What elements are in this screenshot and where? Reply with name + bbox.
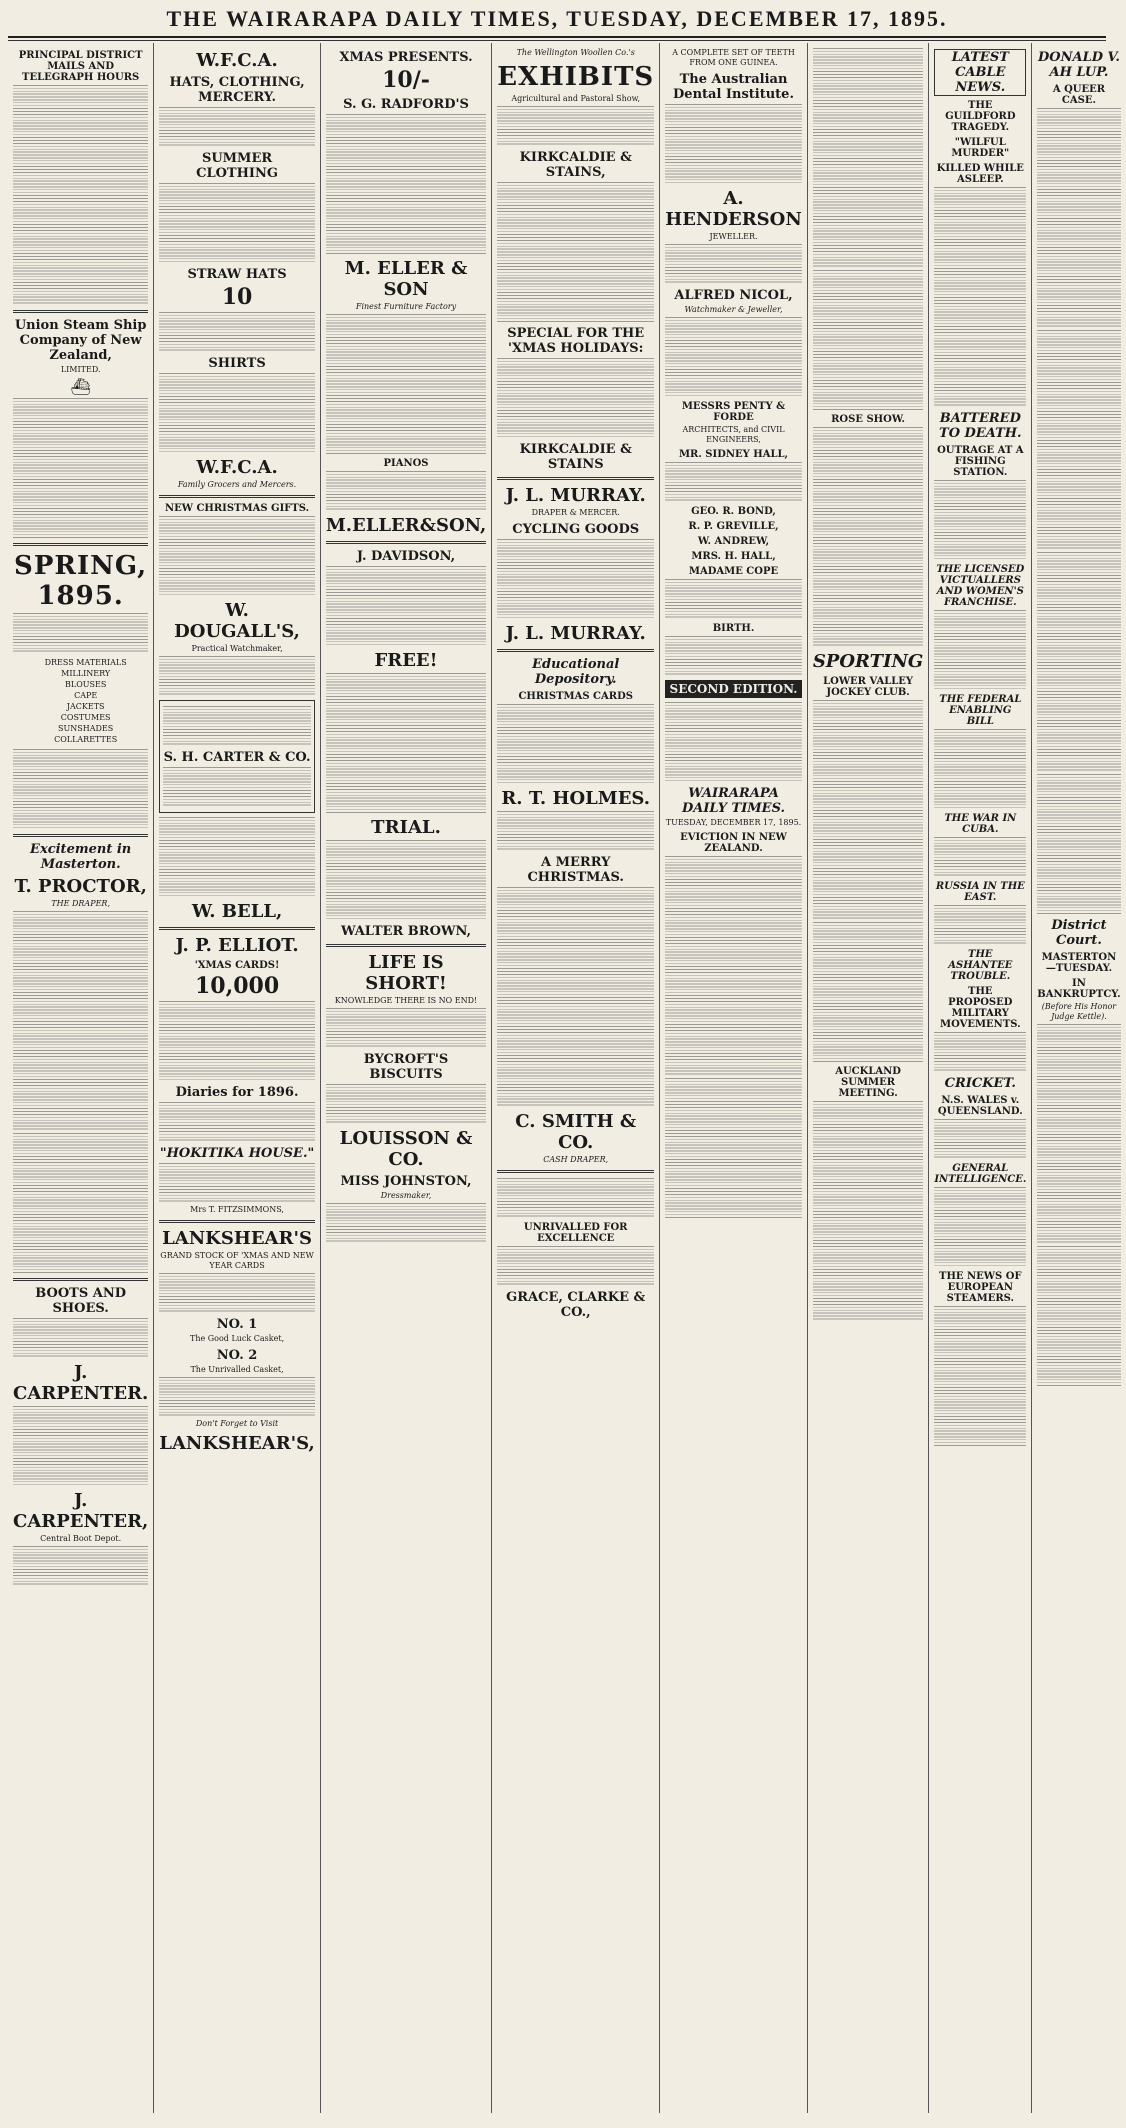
cricket-heading: CRICKET.	[944, 1076, 1016, 1091]
nsw-text	[934, 1119, 1026, 1159]
louisson-heading: LOUISSON & CO.	[339, 1128, 473, 1170]
general-text	[934, 1187, 1026, 1267]
wfca-heading-2: W.F.C.A.	[196, 457, 278, 478]
proposed-text	[934, 1032, 1026, 1072]
cycling-heading: CYCLING GOODS	[512, 522, 640, 537]
davidson-heading: J. DAVIDSON,	[356, 549, 456, 564]
carter-box	[159, 700, 315, 813]
proctor-heading: T. PROCTOR,	[14, 876, 147, 897]
carter-text-2	[163, 767, 311, 807]
cash-line: CASH DRAPER,	[543, 1155, 609, 1164]
guildford-heading: THE GUILDFORD TRAGEDY.	[945, 100, 1016, 133]
times-nameplate: WAIRARAPA DAILY TIMES.	[681, 786, 786, 816]
bankruptcy-heading: IN BANKRUPTCY.	[1037, 978, 1121, 1000]
ten-shilling: 10/-	[382, 67, 430, 93]
family-line: Family Grocers and Mercers.	[177, 480, 297, 489]
district-heading: District Court.	[1051, 918, 1107, 948]
col6-article-2	[813, 270, 924, 410]
victuallers-heading: THE LICENSED VICTUALLERS AND WOMEN'S FRANCHISE.	[936, 564, 1025, 608]
proctor-sub: THE DRAPER,	[51, 899, 110, 908]
eviction-heading: EVICTION IN NEW ZEALAND.	[680, 832, 787, 854]
judge-line: (Before His Honor Judge Kettle).	[1041, 1002, 1117, 1021]
johnston-text	[326, 1203, 486, 1243]
birth-heading: BIRTH.	[712, 623, 755, 634]
summer-heading: SUMMER CLOTHING	[196, 151, 278, 181]
mails-heading: PRINCIPAL DISTRICT MAILS AND TELEGRAPH HOURS	[18, 50, 143, 83]
summer-text	[159, 183, 315, 263]
lup-text-3	[1037, 552, 1120, 772]
columns	[8, 43, 1121, 2113]
straw-heading: STRAW HATS	[187, 267, 287, 282]
tenk-figure: 10,000	[194, 973, 280, 999]
exhibits-heading: EXHIBITS	[497, 62, 655, 92]
steamers-text	[934, 1306, 1026, 1446]
lup-text-4	[1037, 774, 1120, 914]
outrage-heading: OUTRAGE AT A FISHING STATION.	[937, 445, 1024, 478]
outrage-text	[934, 480, 1026, 560]
battered-heading: BATTERED TO DEATH.	[939, 411, 1022, 441]
davidson-text	[326, 566, 486, 646]
birth-text	[665, 636, 802, 676]
rose-heading: ROSE SHOW.	[831, 414, 905, 425]
masthead	[8, 6, 1106, 38]
boots-text	[13, 1318, 148, 1358]
federal-heading: THE FEDERAL ENABLING BILL	[939, 694, 1022, 727]
shirts-heading: SHIRTS	[208, 356, 266, 371]
bell-heading: W. BELL,	[191, 901, 283, 922]
architects-line: ARCHITECTS, and CIVIL ENGINEERS,	[682, 425, 785, 444]
carpenter-heading: J. CARPENTER.	[13, 1362, 149, 1404]
grace-heading: GRACE, CLARKE & CO.,	[506, 1290, 646, 1320]
nicol-heading: ALFRED NICOL,	[674, 288, 793, 303]
spring-heading: SPRING, 1895.	[14, 551, 148, 611]
lower-valley-text	[813, 700, 924, 920]
divider	[159, 495, 315, 498]
column-7	[929, 43, 1032, 2113]
union-sub: LIMITED.	[60, 365, 101, 374]
woollen-line: The Wellington Woollen Co.'s	[516, 48, 635, 57]
holmes-heading: R. T. HOLMES.	[501, 788, 651, 809]
eviction-text	[665, 856, 802, 1076]
list-item: JACKETS	[66, 702, 105, 711]
eviction-text-2	[665, 1078, 802, 1218]
sidney-text	[665, 462, 802, 502]
divider	[326, 541, 486, 544]
andrew-heading: W. ANDREW,	[697, 536, 770, 547]
cuba-text	[934, 837, 1026, 877]
clothing-text	[159, 817, 315, 897]
nicol-text	[665, 317, 802, 397]
machines-text	[497, 1178, 654, 1218]
killed-heading: KILLED WHILE ASLEEP.	[936, 163, 1024, 185]
hats-heading: HATS, CLOTHING, MERCERY.	[169, 75, 305, 105]
russia-heading: RUSSIA IN THE EAST.	[935, 881, 1025, 903]
spring-footer-text	[13, 749, 148, 829]
depot-text	[13, 1546, 148, 1586]
list-item: BLOUSES	[65, 680, 107, 689]
divider	[13, 834, 148, 837]
smith-heading: C. SMITH & CO.	[515, 1111, 637, 1153]
column-6	[808, 43, 930, 2113]
carpenter-heading-2: J. CARPENTER,	[13, 1490, 149, 1532]
cope-heading: MADAME COPE	[688, 566, 779, 577]
lower-valley-heading: LOWER VALLEY JOCKEY CLUB.	[823, 676, 914, 698]
bond-heading: GEO. R. BOND,	[691, 506, 776, 517]
nicol-sub: Watchmaker & Jeweller,	[684, 305, 783, 314]
life-heading: LIFE IS SHORT!	[365, 952, 447, 994]
victuallers-text	[934, 610, 1026, 690]
radford-heading: S. G. RADFORD'S	[343, 97, 469, 112]
eller-text	[326, 314, 486, 454]
walter-heading: WALTER BROWN,	[340, 924, 472, 939]
cable-heading: LATEST CABLE NEWS.	[934, 49, 1026, 96]
carter-heading: S. H. CARTER & CO.	[163, 750, 311, 765]
unrivalled-heading: UNRIVALLED FOR EXCELLENCE	[523, 1222, 628, 1244]
lup-text-2	[1037, 330, 1120, 550]
kirkcaldie-text	[497, 182, 654, 322]
wilful-heading: "WILFUL MURDER"	[951, 137, 1010, 159]
dressmaker-line: Dressmaker,	[380, 1191, 432, 1200]
mails-text	[13, 85, 148, 305]
boots-heading: BOOTS AND SHOES.	[35, 1286, 126, 1316]
merry-heading: A MERRY CHRISTMAS.	[527, 855, 624, 885]
lower-valley-text-2	[813, 922, 924, 1062]
exhibits-text	[497, 106, 654, 146]
cope-text	[665, 579, 802, 619]
trial-heading: TRIAL.	[371, 817, 441, 838]
divider	[497, 649, 654, 652]
trial-text	[326, 840, 486, 920]
dental-text	[665, 104, 802, 184]
no2-label: NO. 2	[216, 1348, 258, 1363]
murray-heading: J. L. MURRAY.	[505, 485, 646, 506]
diaries-heading: Diaries for 1896.	[175, 1085, 299, 1100]
divider	[159, 1220, 315, 1223]
bankruptcy-text	[1037, 1024, 1120, 1244]
sporting-heading: SPORTING	[812, 651, 924, 672]
list-item: COSTUMES	[60, 713, 111, 722]
divider	[497, 1170, 654, 1173]
diaries-text	[159, 1102, 315, 1142]
spring-text	[13, 613, 148, 653]
second-edition-text	[665, 702, 802, 782]
masterton-heading: MASTERTON—TUESDAY.	[1041, 952, 1117, 974]
list-item: DRESS MATERIALS	[44, 658, 127, 667]
auckland-text	[813, 1101, 924, 1321]
free-heading: FREE!	[374, 650, 438, 671]
ashantee-heading: THE ASHANTEE TROUBLE.	[948, 949, 1013, 982]
newspaper-title: THE WAIRARAPA DAILY TIMES, TUESDAY, DECEMBER 17, 1895.	[166, 6, 948, 31]
xmas-presents-heading: XMAS PRESENTS.	[339, 50, 473, 65]
no1-text: The Good Luck Casket,	[189, 1334, 285, 1343]
no1-label: NO. 1	[216, 1317, 258, 1332]
auckland-heading: AUCKLAND SUMMER MEETING.	[835, 1066, 901, 1099]
dental-heading: The Australian Dental Institute.	[673, 72, 794, 102]
lankshear-text	[159, 1273, 315, 1313]
hall-heading: MRS. H. HALL,	[691, 551, 776, 562]
lankshear-sub: GRAND STOCK OF 'XMAS AND NEW YEAR CARDS	[160, 1251, 314, 1270]
list-item: MILLINERY	[61, 669, 111, 678]
wfca-heading: W.F.C.A.	[196, 50, 278, 71]
unrivalled-text	[497, 1246, 654, 1286]
hats-text	[159, 107, 315, 147]
gifts-text	[159, 516, 315, 596]
lup-heading: DONALD V. AH LUP.	[1038, 50, 1120, 80]
finest-line: Finest Furniture Factory	[355, 302, 457, 311]
shirts-text	[159, 373, 315, 453]
forget-line: Don't Forget to Visit	[195, 1419, 279, 1428]
masthead-rule	[8, 40, 1106, 41]
pianos-heading: PIANOS	[383, 458, 429, 469]
dougall-text	[159, 656, 315, 696]
holidays-text	[497, 358, 654, 438]
life-text	[326, 1008, 486, 1048]
list-item: CAPE	[74, 691, 98, 700]
bycroft-text	[326, 1084, 486, 1124]
divider	[159, 927, 315, 930]
elliot-heading: J. P. ELLIOT.	[175, 935, 299, 956]
union-text	[13, 398, 148, 538]
no2-text: The Unrivalled Casket,	[190, 1365, 284, 1374]
henderson-text	[665, 244, 802, 284]
depot-line: Central Boot Depot.	[40, 1534, 122, 1543]
divider	[497, 477, 654, 480]
cards-text	[497, 704, 654, 784]
pianos-text	[326, 471, 486, 511]
knowledge-line: KNOWLEDGE THERE IS NO END!	[334, 996, 478, 1005]
union-heading: Union Steam Ship Company of New Zealand,	[14, 318, 147, 363]
educational-heading: Educational Depository.	[532, 657, 620, 687]
proctor-text	[13, 911, 148, 1131]
radford-text	[326, 114, 486, 254]
show-line: Agricultural and Pastoral Show,	[511, 94, 641, 103]
times-date: TUESDAY, DECEMBER 17, 1895.	[665, 818, 802, 827]
spring-list	[23, 657, 148, 745]
cards-heading: CHRISTMAS CARDS	[518, 691, 633, 702]
fitzsimmons-line: Mrs T. FITZSIMMONS,	[190, 1205, 284, 1214]
lankshear-heading: LANKSHEAR'S	[162, 1228, 312, 1249]
bycroft-heading: BYCROFT'S BISCUITS	[363, 1052, 449, 1082]
russia-text	[934, 905, 1026, 945]
second-edition-banner: SECOND EDITION.	[665, 680, 802, 698]
penty-heading: MESSRS PENTY & FORDE	[681, 401, 786, 423]
free-text	[326, 673, 486, 813]
lankshear-text-2	[159, 1377, 315, 1417]
straw-text	[159, 312, 315, 352]
lup-text	[1037, 108, 1120, 328]
divider	[13, 310, 148, 313]
cycling-text	[497, 539, 654, 619]
hokitika-heading: "HOKITIKA HOUSE."	[159, 1146, 315, 1161]
murray-sub: DRAPER & MERCER.	[531, 508, 620, 517]
bankruptcy-text-2	[1037, 1246, 1120, 1386]
divider	[13, 543, 148, 546]
rose-text	[813, 427, 924, 647]
column-3	[321, 43, 492, 2113]
excitement-heading: Excitement in Masterton.	[30, 842, 132, 872]
kirkcaldie-heading: KIRKCALDIE & STAINS,	[519, 150, 632, 180]
greville-heading: R. P. GREVILLE,	[688, 521, 779, 532]
proctor-text-2	[13, 1133, 148, 1273]
cards-heading: 'XMAS CARDS!	[194, 960, 280, 971]
federal-text	[934, 729, 1026, 809]
proposed-heading: THE PROPOSED MILITARY MOVEMENTS.	[940, 986, 1021, 1030]
steamers-heading: THE NEWS OF EUROPEAN STEAMERS.	[939, 1271, 1022, 1304]
carter-text	[163, 706, 311, 746]
merry-poem	[497, 887, 654, 1107]
henderson-sub: JEWELLER.	[709, 232, 758, 241]
cuba-heading: THE WAR IN CUBA.	[944, 813, 1017, 835]
henderson-heading: A. HENDERSON	[665, 188, 802, 230]
carpenter-text	[13, 1406, 148, 1486]
column-8	[1032, 43, 1125, 2113]
teeth-line: A COMPLETE SET OF TEETH FROM ONE GUINEA.	[672, 48, 795, 67]
divider	[326, 944, 486, 947]
column-4	[492, 43, 660, 2113]
col6-article	[813, 48, 924, 268]
column-1	[8, 43, 154, 2113]
lankshear-footer: LANKSHEAR'S,	[159, 1433, 315, 1454]
christmas-gifts-heading: NEW CHRISTMAS GIFTS.	[164, 503, 310, 514]
queer-heading: A QUEER CASE.	[1052, 84, 1106, 106]
general-heading: GENERAL INTELLIGENCE.	[934, 1163, 1027, 1185]
eller-heading-2: M.ELLER&SON,	[325, 515, 487, 536]
divider	[13, 1278, 148, 1281]
dougall-sub: Practical Watchmaker,	[191, 644, 283, 653]
johnston-heading: MISS JOHNSTON,	[340, 1174, 472, 1189]
straw-price: 10	[221, 284, 253, 310]
holmes-text	[497, 811, 654, 851]
list-item: SUNSHADES	[58, 724, 114, 733]
hokitika-text	[159, 1163, 315, 1203]
column-2	[154, 43, 321, 2113]
elliot-text	[159, 1001, 315, 1081]
guildford-text	[934, 187, 1026, 407]
list-item: COLLARETTES	[54, 735, 118, 744]
kirkcaldie-heading-2: KIRKCALDIE & STAINS	[519, 442, 632, 472]
eller-heading: M. ELLER & SON	[344, 258, 468, 300]
column-5	[660, 43, 808, 2113]
ship-icon: ⛴	[70, 377, 91, 396]
dougall-heading: W. DOUGALL'S,	[174, 600, 300, 642]
sidney-heading: MR. SIDNEY HALL,	[678, 449, 789, 460]
nsw-heading: N.S. WALES v. QUEENSLAND.	[937, 1095, 1023, 1117]
murray-heading-2: J. L. MURRAY.	[505, 623, 646, 644]
holidays-heading: SPECIAL FOR THE 'XMAS HOLIDAYS:	[507, 326, 645, 356]
